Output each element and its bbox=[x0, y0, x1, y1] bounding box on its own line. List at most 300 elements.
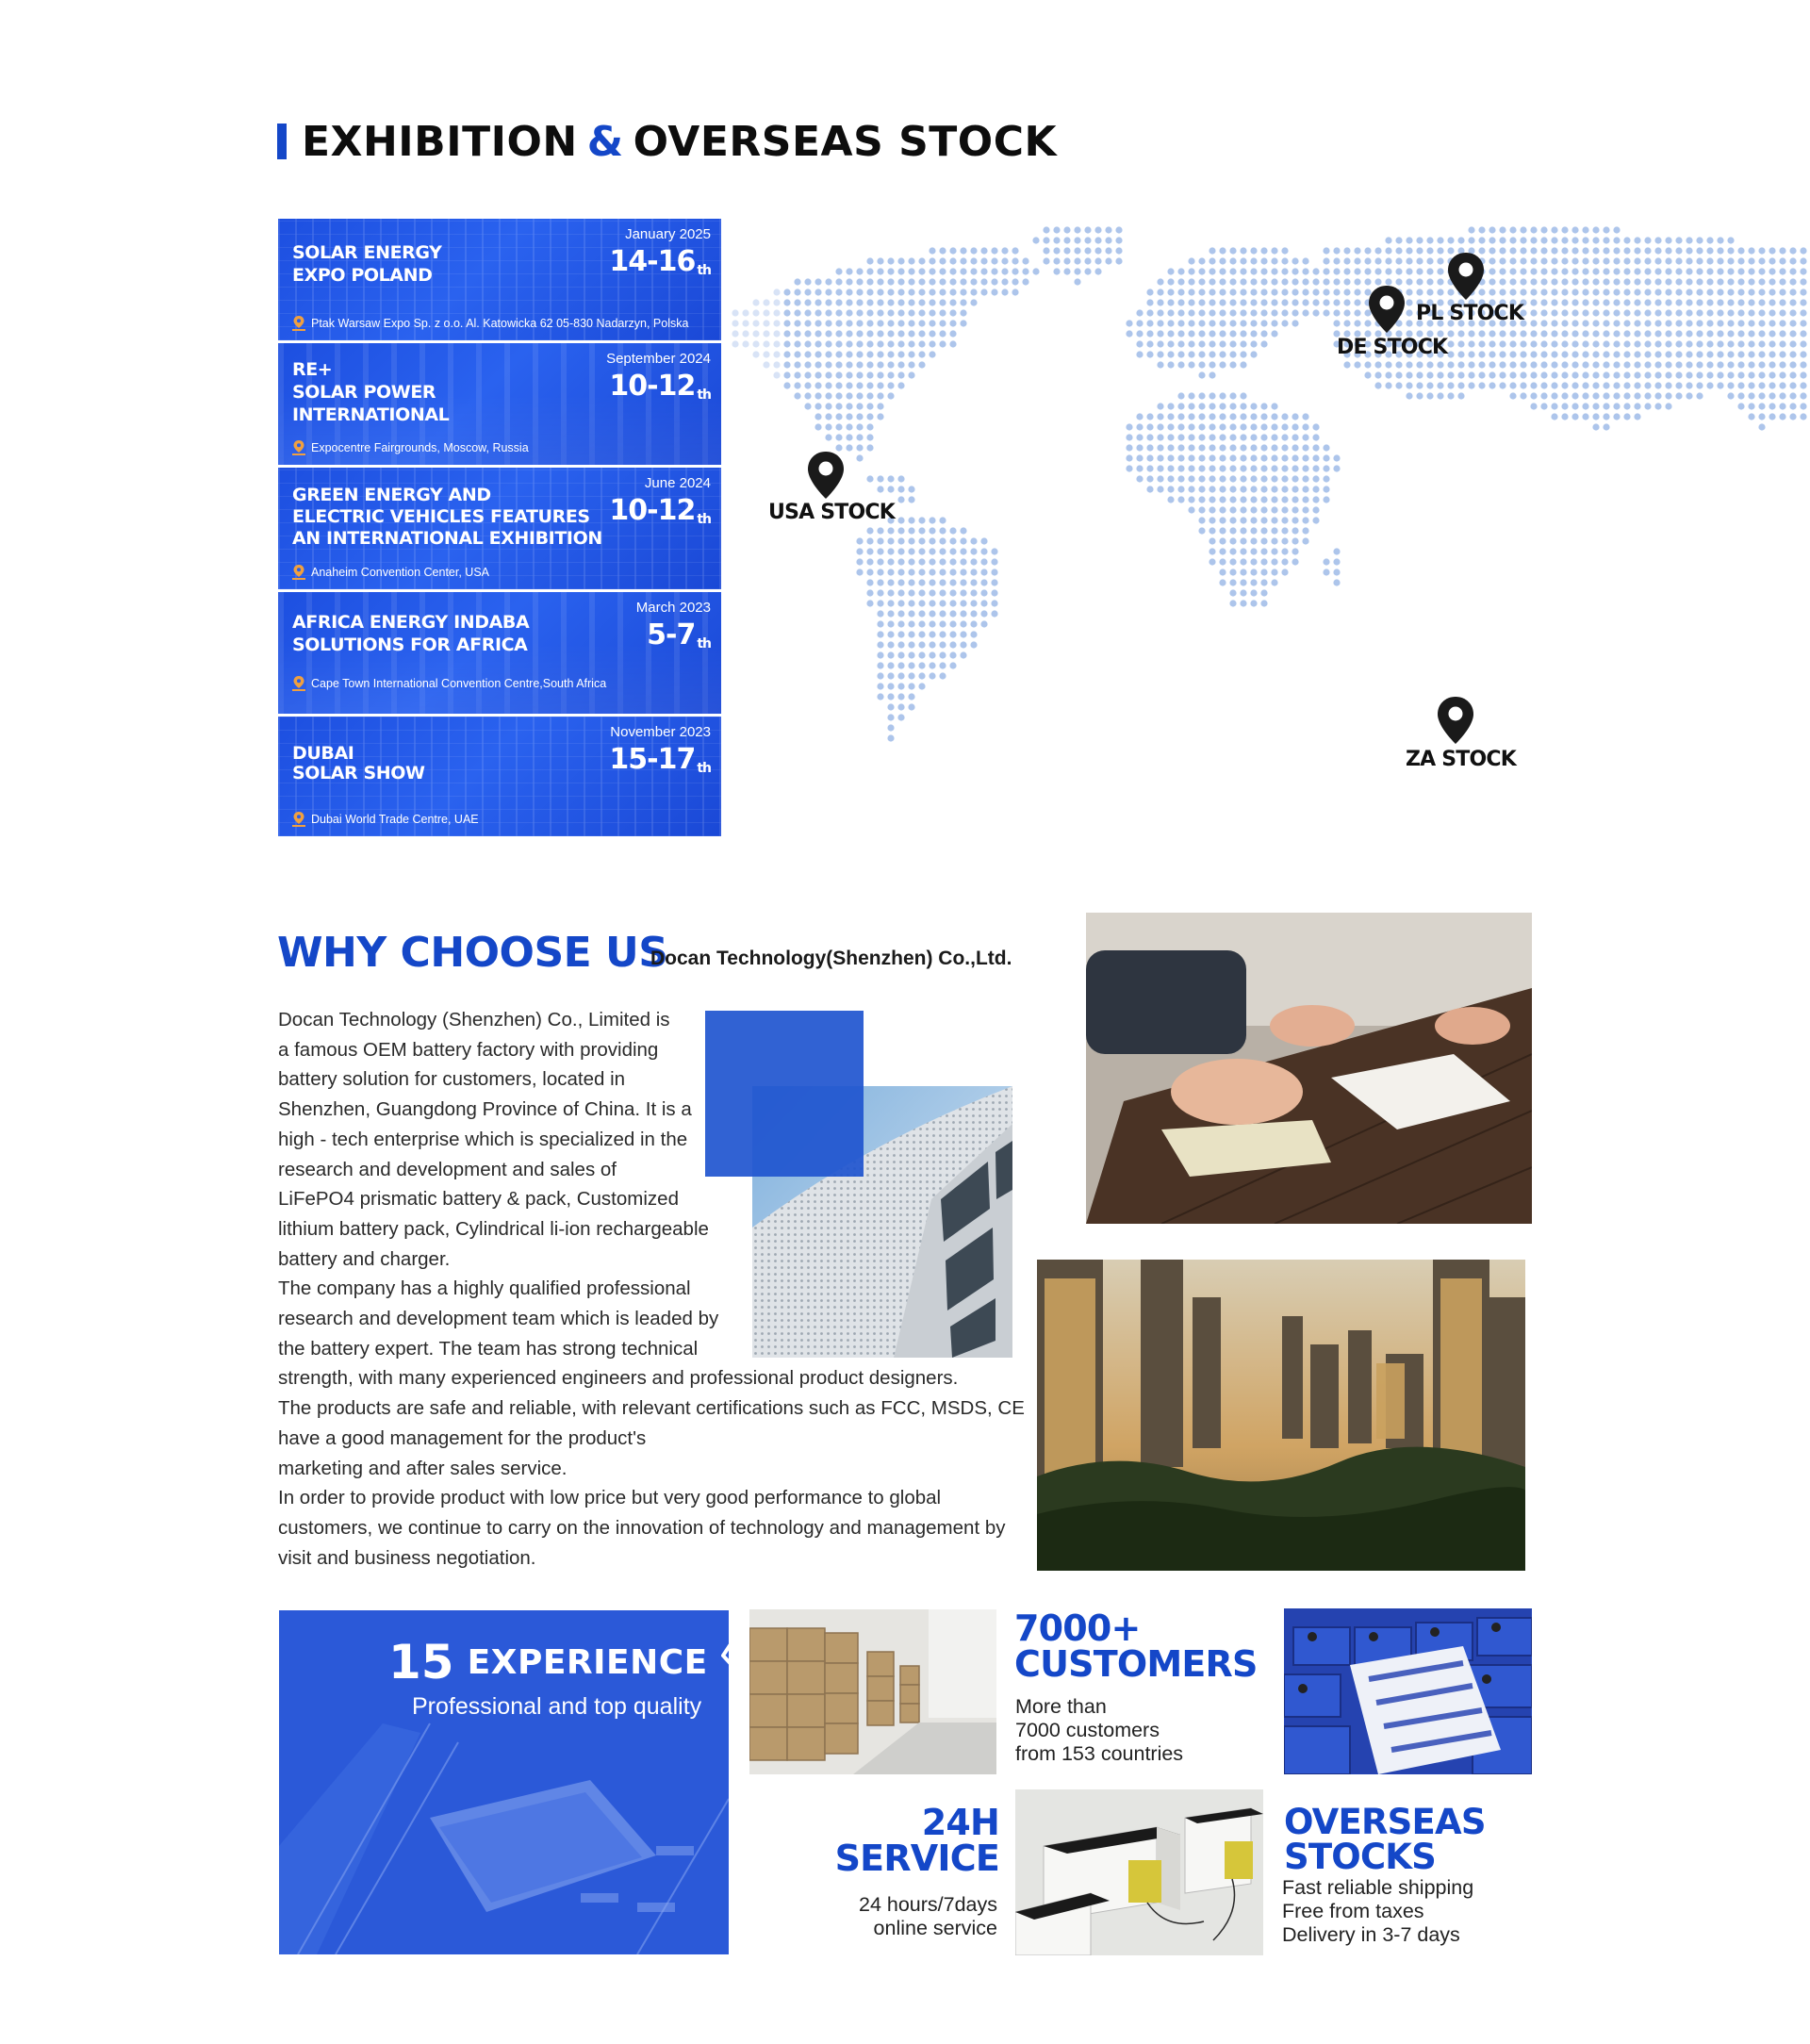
map-dot bbox=[908, 662, 914, 668]
map-dot bbox=[918, 351, 925, 357]
map-dot bbox=[856, 371, 863, 378]
title-overseas-stock: OVERSEAS STOCK bbox=[633, 117, 1058, 166]
map-dot bbox=[1157, 403, 1163, 409]
map-dot bbox=[1457, 330, 1464, 337]
map-dot bbox=[1312, 434, 1319, 440]
map-dot bbox=[794, 361, 800, 368]
map-dot bbox=[1499, 288, 1506, 295]
map-dot bbox=[835, 413, 842, 420]
map-dot bbox=[897, 288, 904, 295]
map-pin-icon[interactable] bbox=[1367, 285, 1407, 334]
map-dot bbox=[804, 320, 811, 326]
map-dot bbox=[1250, 558, 1257, 565]
map-dot bbox=[1074, 226, 1080, 233]
map-dot bbox=[877, 371, 883, 378]
map-dot bbox=[1281, 257, 1288, 264]
map-dot bbox=[1540, 309, 1547, 316]
map-dot bbox=[1229, 257, 1236, 264]
map-dot bbox=[887, 714, 894, 720]
map-dot bbox=[1167, 288, 1174, 295]
map-dot bbox=[1323, 496, 1329, 503]
map-dot bbox=[1613, 237, 1620, 243]
map-dot bbox=[1717, 320, 1723, 326]
map-dot bbox=[1509, 351, 1516, 357]
location-pin-icon bbox=[292, 440, 305, 455]
map-dot bbox=[1696, 268, 1703, 274]
map-dot bbox=[939, 537, 946, 544]
map-dot bbox=[1758, 288, 1765, 295]
map-dot bbox=[846, 320, 852, 326]
map-dot bbox=[1727, 309, 1734, 316]
za-stock-label: ZA STOCK bbox=[1406, 748, 1516, 771]
map-dot bbox=[1209, 268, 1215, 274]
map-dot bbox=[1779, 382, 1785, 388]
map-dot bbox=[866, 444, 873, 451]
map-dot bbox=[1167, 403, 1174, 409]
map-dot bbox=[1219, 434, 1226, 440]
map-dot bbox=[835, 278, 842, 285]
map-pin-icon[interactable] bbox=[1446, 252, 1486, 301]
location-pin-icon bbox=[292, 812, 305, 827]
map-dot bbox=[732, 330, 738, 337]
map-dot bbox=[1696, 382, 1703, 388]
map-dot bbox=[1748, 299, 1754, 305]
map-dot bbox=[1333, 257, 1340, 264]
map-dot bbox=[887, 299, 894, 305]
map-dot bbox=[1146, 299, 1153, 305]
map-dot bbox=[1468, 237, 1474, 243]
map-dot bbox=[1644, 361, 1651, 368]
map-dot bbox=[1437, 382, 1443, 388]
map-dot bbox=[1167, 340, 1174, 347]
map-dot bbox=[1302, 299, 1308, 305]
map-dot bbox=[1675, 288, 1682, 295]
exhibition-card[interactable] bbox=[278, 592, 721, 714]
map-dot bbox=[1727, 351, 1734, 357]
map-dot bbox=[1177, 423, 1184, 430]
map-dot bbox=[1188, 434, 1194, 440]
map-dot bbox=[877, 537, 883, 544]
map-dot bbox=[1717, 382, 1723, 388]
map-dot bbox=[1634, 413, 1640, 420]
map-dot bbox=[1271, 299, 1277, 305]
map-dot bbox=[814, 392, 821, 399]
map-dot bbox=[1240, 600, 1246, 606]
map-dot bbox=[1292, 486, 1298, 492]
map-dot bbox=[877, 257, 883, 264]
map-dot bbox=[773, 309, 780, 316]
map-dot bbox=[918, 641, 925, 648]
map-dot bbox=[1094, 268, 1101, 274]
map-dot bbox=[1665, 382, 1671, 388]
map-dot bbox=[1520, 351, 1526, 357]
map-dot bbox=[1592, 403, 1599, 409]
exhibition-location: Anaheim Convention Center, USA bbox=[292, 565, 489, 580]
map-dot bbox=[1302, 527, 1308, 534]
map-dot bbox=[1250, 403, 1257, 409]
map-dot bbox=[918, 548, 925, 554]
map-dot bbox=[918, 651, 925, 658]
map-dot bbox=[1209, 496, 1215, 503]
map-dot bbox=[1499, 247, 1506, 254]
experience-tagline: Professional and top quality bbox=[412, 1693, 702, 1720]
map-dot bbox=[1177, 434, 1184, 440]
map-dot bbox=[1271, 423, 1277, 430]
map-dot bbox=[1769, 278, 1775, 285]
map-dot bbox=[1634, 403, 1640, 409]
map-dot bbox=[1686, 288, 1692, 295]
map-dot bbox=[835, 361, 842, 368]
map-dot bbox=[929, 641, 935, 648]
map-dot bbox=[1551, 371, 1557, 378]
map-dot bbox=[1437, 361, 1443, 368]
map-dot bbox=[908, 641, 914, 648]
map-dot bbox=[1219, 579, 1226, 585]
map-dot bbox=[1416, 268, 1423, 274]
warehouse-boxes-photo bbox=[749, 1609, 996, 1774]
map-dot bbox=[1292, 454, 1298, 461]
map-dot bbox=[1789, 340, 1796, 347]
map-dot bbox=[1758, 423, 1765, 430]
map-dot bbox=[1717, 340, 1723, 347]
map-dot bbox=[1478, 340, 1485, 347]
map-dot bbox=[856, 413, 863, 420]
map-dot bbox=[1167, 278, 1174, 285]
map-dot bbox=[1281, 247, 1288, 254]
map-dot bbox=[908, 600, 914, 606]
map-dot bbox=[866, 320, 873, 326]
map-dot bbox=[1136, 351, 1143, 357]
map-dot bbox=[1530, 361, 1537, 368]
map-dot bbox=[763, 330, 769, 337]
map-dot bbox=[918, 527, 925, 534]
map-dot bbox=[908, 703, 914, 710]
map-dot bbox=[1758, 382, 1765, 388]
map-dot bbox=[1582, 403, 1588, 409]
map-dot bbox=[1406, 382, 1412, 388]
map-dot bbox=[1665, 361, 1671, 368]
map-dot bbox=[1312, 465, 1319, 471]
map-dot bbox=[1281, 454, 1288, 461]
map-dot bbox=[1271, 465, 1277, 471]
exhibition-card[interactable] bbox=[278, 219, 721, 340]
map-dot bbox=[918, 309, 925, 316]
map-dot bbox=[887, 672, 894, 679]
map-dot bbox=[1146, 434, 1153, 440]
map-dot bbox=[877, 330, 883, 337]
map-dot bbox=[1146, 465, 1153, 471]
map-dot bbox=[1022, 257, 1028, 264]
map-dot bbox=[1603, 392, 1609, 399]
map-dot bbox=[1551, 382, 1557, 388]
map-dot bbox=[1188, 506, 1194, 513]
map-dot bbox=[1292, 434, 1298, 440]
map-dot bbox=[1302, 475, 1308, 482]
map-dot bbox=[1188, 403, 1194, 409]
map-dot bbox=[835, 340, 842, 347]
map-dot bbox=[1167, 268, 1174, 274]
map-pin-icon[interactable] bbox=[1436, 696, 1475, 745]
map-dot bbox=[970, 278, 977, 285]
map-dot bbox=[1323, 288, 1329, 295]
map-dot bbox=[1260, 486, 1267, 492]
map-dot bbox=[1789, 299, 1796, 305]
map-dot bbox=[1675, 351, 1682, 357]
map-dot bbox=[1281, 278, 1288, 285]
map-dot bbox=[991, 268, 997, 274]
map-dot bbox=[1686, 309, 1692, 316]
map-dot bbox=[1219, 517, 1226, 523]
exhibition-card[interactable] bbox=[278, 343, 721, 465]
map-dot bbox=[1758, 268, 1765, 274]
map-dot bbox=[877, 392, 883, 399]
map-dot bbox=[887, 558, 894, 565]
map-dot bbox=[929, 309, 935, 316]
map-dot bbox=[897, 299, 904, 305]
map-dot bbox=[1312, 517, 1319, 523]
map-pin-icon[interactable] bbox=[806, 451, 846, 500]
map-dot bbox=[1312, 444, 1319, 451]
map-dot bbox=[773, 351, 780, 357]
map-dot bbox=[949, 247, 956, 254]
map-dot bbox=[1769, 340, 1775, 347]
map-dot bbox=[1198, 465, 1205, 471]
map-dot bbox=[1696, 299, 1703, 305]
map-dot bbox=[1623, 403, 1630, 409]
map-dot bbox=[960, 631, 966, 637]
map-dot bbox=[1260, 444, 1267, 451]
map-dot bbox=[908, 320, 914, 326]
map-dot bbox=[1188, 309, 1194, 316]
map-dot bbox=[1530, 403, 1537, 409]
map-dot bbox=[794, 320, 800, 326]
map-dot bbox=[1551, 247, 1557, 254]
map-dot bbox=[1292, 506, 1298, 513]
map-dot bbox=[1219, 506, 1226, 513]
map-dot bbox=[887, 579, 894, 585]
map-dot bbox=[1696, 330, 1703, 337]
map-dot bbox=[1696, 237, 1703, 243]
map-dot bbox=[1292, 288, 1298, 295]
map-dot bbox=[1146, 454, 1153, 461]
map-dot bbox=[1240, 278, 1246, 285]
exhibition-month: September 2024 bbox=[606, 351, 711, 367]
map-dot bbox=[804, 309, 811, 316]
map-dot bbox=[929, 257, 935, 264]
map-dot bbox=[908, 257, 914, 264]
map-dot bbox=[1748, 268, 1754, 274]
map-dot bbox=[1654, 392, 1661, 399]
map-dot bbox=[1769, 330, 1775, 337]
map-dot bbox=[908, 527, 914, 534]
map-dot bbox=[1260, 527, 1267, 534]
map-dot bbox=[1644, 320, 1651, 326]
map-dot bbox=[1198, 434, 1205, 440]
title-ampersand: & bbox=[586, 117, 624, 166]
map-dot bbox=[1001, 268, 1008, 274]
map-dot bbox=[1737, 299, 1744, 305]
map-dot bbox=[846, 392, 852, 399]
map-dot bbox=[1219, 465, 1226, 471]
map-dot bbox=[1416, 257, 1423, 264]
map-dot bbox=[1582, 299, 1588, 305]
map-dot bbox=[1416, 278, 1423, 285]
map-dot bbox=[960, 610, 966, 617]
map-dot bbox=[1271, 486, 1277, 492]
map-dot bbox=[1447, 392, 1454, 399]
map-dot bbox=[887, 278, 894, 285]
map-dot bbox=[1769, 257, 1775, 264]
map-dot bbox=[1686, 257, 1692, 264]
map-dot bbox=[866, 257, 873, 264]
map-dot bbox=[929, 558, 935, 565]
map-dot bbox=[1177, 454, 1184, 461]
map-dot bbox=[980, 278, 987, 285]
map-dot bbox=[1302, 268, 1308, 274]
map-dot bbox=[1001, 288, 1008, 295]
map-dot bbox=[1654, 382, 1661, 388]
map-dot bbox=[1229, 247, 1236, 254]
map-dot bbox=[1302, 257, 1308, 264]
map-dot bbox=[1105, 257, 1111, 264]
map-dot bbox=[887, 651, 894, 658]
map-dot bbox=[1468, 371, 1474, 378]
map-dot bbox=[1675, 320, 1682, 326]
map-dot bbox=[908, 278, 914, 285]
map-dot bbox=[1343, 257, 1350, 264]
map-dot bbox=[877, 527, 883, 534]
map-dot bbox=[970, 569, 977, 575]
map-dot bbox=[1540, 299, 1547, 305]
map-dot bbox=[1250, 351, 1257, 357]
map-dot bbox=[960, 537, 966, 544]
map-dot bbox=[1260, 454, 1267, 461]
map-dot bbox=[1737, 330, 1744, 337]
map-dot bbox=[835, 351, 842, 357]
map-dot bbox=[1623, 351, 1630, 357]
map-dot bbox=[1800, 257, 1806, 264]
map-dot bbox=[1136, 454, 1143, 461]
exhibition-card[interactable] bbox=[278, 717, 721, 836]
usa-stock-label: USA STOCK bbox=[768, 501, 895, 524]
map-dot bbox=[1789, 278, 1796, 285]
map-dot bbox=[1364, 247, 1371, 254]
map-dot bbox=[877, 620, 883, 627]
map-dot bbox=[1229, 537, 1236, 544]
map-dot bbox=[887, 392, 894, 399]
map-dot bbox=[960, 579, 966, 585]
map-dot bbox=[1592, 237, 1599, 243]
map-dot bbox=[846, 413, 852, 420]
map-dot bbox=[980, 589, 987, 596]
map-dot bbox=[1696, 257, 1703, 264]
map-dot bbox=[846, 340, 852, 347]
map-dot bbox=[1312, 475, 1319, 482]
battery-cells-photo bbox=[1284, 1608, 1532, 1774]
map-dot bbox=[1198, 340, 1205, 347]
map-dot bbox=[1758, 299, 1765, 305]
map-dot bbox=[1333, 288, 1340, 295]
map-dot bbox=[1489, 361, 1495, 368]
map-dot bbox=[1188, 465, 1194, 471]
map-dot bbox=[1613, 268, 1620, 274]
map-dot bbox=[1012, 247, 1018, 254]
map-dot bbox=[1281, 268, 1288, 274]
map-dot bbox=[856, 392, 863, 399]
map-dot bbox=[742, 320, 749, 326]
exhibition-month: March 2023 bbox=[635, 600, 711, 616]
map-dot bbox=[897, 589, 904, 596]
map-dot bbox=[1530, 320, 1537, 326]
map-dot bbox=[1779, 309, 1785, 316]
exhibition-card[interactable] bbox=[278, 468, 721, 589]
map-dot bbox=[877, 579, 883, 585]
map-dot bbox=[1592, 268, 1599, 274]
map-dot bbox=[814, 288, 821, 295]
map-dot bbox=[887, 268, 894, 274]
map-dot bbox=[1696, 288, 1703, 295]
map-dot bbox=[877, 641, 883, 648]
map-dot bbox=[1509, 237, 1516, 243]
map-dot bbox=[1177, 309, 1184, 316]
map-dot bbox=[980, 268, 987, 274]
map-dot bbox=[1468, 351, 1474, 357]
map-dot bbox=[897, 569, 904, 575]
map-dot bbox=[1561, 413, 1568, 420]
map-dot bbox=[918, 600, 925, 606]
map-dot bbox=[866, 434, 873, 440]
map-dot bbox=[1592, 340, 1599, 347]
map-dot bbox=[929, 247, 935, 254]
exhibition-month: June 2024 bbox=[644, 475, 711, 491]
map-dot bbox=[939, 268, 946, 274]
map-dot bbox=[1260, 589, 1267, 596]
map-dot bbox=[929, 320, 935, 326]
map-dot bbox=[1292, 278, 1298, 285]
map-dot bbox=[1706, 288, 1713, 295]
map-dot bbox=[1571, 309, 1578, 316]
map-dot bbox=[1540, 247, 1547, 254]
map-dot bbox=[1675, 268, 1682, 274]
map-dot bbox=[1489, 288, 1495, 295]
map-dot bbox=[1675, 247, 1682, 254]
map-dot bbox=[929, 569, 935, 575]
map-dot bbox=[1177, 351, 1184, 357]
map-dot bbox=[1167, 475, 1174, 482]
map-dot bbox=[1613, 320, 1620, 326]
map-dot bbox=[1426, 268, 1433, 274]
map-dot bbox=[1250, 330, 1257, 337]
map-dot bbox=[1271, 320, 1277, 326]
map-dot bbox=[1177, 340, 1184, 347]
map-dot bbox=[1395, 361, 1402, 368]
map-dot bbox=[918, 361, 925, 368]
map-dot bbox=[1457, 237, 1464, 243]
map-dot bbox=[1530, 382, 1537, 388]
map-dot bbox=[846, 403, 852, 409]
map-dot bbox=[1551, 226, 1557, 233]
map-dot bbox=[1571, 257, 1578, 264]
map-dot bbox=[866, 527, 873, 534]
map-dot bbox=[846, 371, 852, 378]
map-dot bbox=[1727, 361, 1734, 368]
map-dot bbox=[866, 371, 873, 378]
map-dot bbox=[897, 631, 904, 637]
map-dot bbox=[908, 351, 914, 357]
map-dot bbox=[908, 589, 914, 596]
map-dot bbox=[1271, 506, 1277, 513]
map-dot bbox=[1043, 257, 1049, 264]
